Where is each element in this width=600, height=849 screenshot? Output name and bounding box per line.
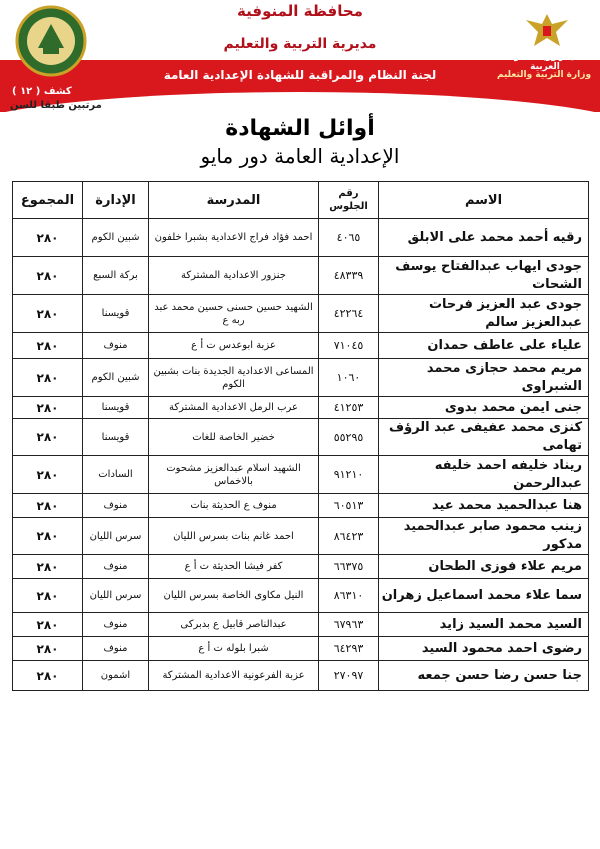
administration: اشمون: [83, 661, 149, 691]
header-total: المجموع: [13, 182, 83, 219]
administration: شبين الكوم: [83, 219, 149, 257]
table-row: [13, 555, 589, 579]
seat-number: ٨٦٣١٠: [319, 579, 379, 613]
egypt-eagle-icon: [522, 10, 572, 50]
total-score: ٢٨٠: [13, 637, 83, 661]
table-row: [13, 456, 589, 494]
total-score: ٢٨٠: [13, 661, 83, 691]
total-score: ٢٨٠: [13, 518, 83, 555]
administration: منوف: [83, 333, 149, 359]
title-line-2: الإعدادية العامة دور مايو: [200, 144, 400, 168]
table-row: [13, 637, 589, 661]
page-title: [150, 116, 450, 174]
sheet-number: كشف ( ١٢ ): [12, 86, 72, 97]
header-banner: [0, 0, 600, 112]
student-name: علياء على عاطف حمدان: [379, 333, 589, 359]
administration: قويسنا: [83, 295, 149, 333]
student-name: ريناد خليفه احمد خليفه عبدالرحمن: [379, 456, 589, 494]
total-score: ٢٨٠: [13, 257, 83, 295]
school-name: احمد غانم بنات بسرس الليان: [149, 518, 319, 555]
seat-number: ٢٧٠٩٧: [319, 661, 379, 691]
committee-name: لجنة النظام والمراقبة للشهادة الإعدادية العامة: [163, 68, 437, 82]
table-row: [13, 518, 589, 555]
school-name: الشهيد اسلام عبدالعزيز مشحوت بالاخماس: [149, 456, 319, 494]
republic-label: جمهورية مصر العربية: [514, 52, 576, 72]
table-row: [13, 333, 589, 359]
table-row: [13, 397, 589, 419]
total-score: ٢٨٠: [13, 219, 83, 257]
table-row: [13, 661, 589, 691]
table-row: [13, 295, 589, 333]
student-name: هنا عبدالحميد محمد عيد: [379, 494, 589, 518]
table-row: [13, 419, 589, 456]
administration: منوف: [83, 637, 149, 661]
student-name: جودى عبد العزيز فرحات عبدالعزيز سالم: [379, 295, 589, 333]
total-score: ٢٨٠: [13, 555, 83, 579]
student-name: جنا حسن رضا حسن جمعه: [379, 661, 589, 691]
header-name: الاسم: [379, 182, 589, 219]
governorate-name: محافظة المنوفية: [237, 2, 363, 20]
seat-number: ٤٢٢٦٤: [319, 295, 379, 333]
seat-number: ٦٦٣٧٥: [319, 555, 379, 579]
school-name: احمد فؤاد فراج الاعدادية بشبرا خلفون: [149, 219, 319, 257]
total-score: ٢٨٠: [13, 613, 83, 637]
student-name: رضوى احمد محمود السيد: [379, 637, 589, 661]
total-score: ٢٨٠: [13, 295, 83, 333]
administration: قويسنا: [83, 397, 149, 419]
student-name: رقيه أحمد محمد على الابلق: [379, 219, 589, 257]
student-name: سما علاء محمد اسماعيل زهران: [379, 579, 589, 613]
student-name: جنى ايمن محمد بدوى: [379, 397, 589, 419]
school-name: عزبة ابوعدس ت أ ع: [149, 333, 319, 359]
administration: سرس الليان: [83, 579, 149, 613]
seat-number: ٦٠٥١٣: [319, 494, 379, 518]
table-row: [13, 257, 589, 295]
table-row: [13, 219, 589, 257]
seat-number: ٤٨٣٣٩: [319, 257, 379, 295]
total-score: ٢٨٠: [13, 494, 83, 518]
administration: سرس الليان: [83, 518, 149, 555]
school-name: منوف ع الحديثة بنات: [149, 494, 319, 518]
directorate-name: مديرية التربية والتعليم: [223, 36, 377, 52]
school-name: جنزور الاعدادية المشتركة: [149, 257, 319, 295]
seat-number: ٧١٠٤٥: [319, 333, 379, 359]
administration: منوف: [83, 555, 149, 579]
school-name: عرب الرمل الاعدادية المشتركة: [149, 397, 319, 419]
school-name: النيل مكاوى الخاصة بسرس الليان: [149, 579, 319, 613]
school-name: المساعى الاعدادية الجديدة بنات بشبين الكوم: [149, 359, 319, 397]
school-name: الشهيد حسين حسنى حسين محمد عبد ربه ع: [149, 295, 319, 333]
student-name: السيد محمد السيد زايد: [379, 613, 589, 637]
seat-number: ١٠٦٠: [319, 359, 379, 397]
administration: بركة السبع: [83, 257, 149, 295]
ranking-note: مرتبين طبقا للسن: [10, 100, 102, 111]
seat-number: ٩١٢١٠: [319, 456, 379, 494]
total-score: ٢٨٠: [13, 579, 83, 613]
seat-number: ٨٦٤٢٣: [319, 518, 379, 555]
student-name: مريم علاء فوزى الطحان: [379, 555, 589, 579]
seat-number: ٤١٢٥٣: [319, 397, 379, 419]
total-score: ٢٨٠: [13, 397, 83, 419]
school-name: شبرا بلوله ت أ ع: [149, 637, 319, 661]
results-table: [12, 181, 589, 691]
administration: شبين الكوم: [83, 359, 149, 397]
header-school: المدرسة: [149, 182, 319, 219]
student-name: مريم محمد حجازى محمد الشبراوى: [379, 359, 589, 397]
header-seat: رقم الجلوس: [319, 182, 379, 219]
table-row: [13, 494, 589, 518]
seat-number: ٥٥٢٩٥: [319, 419, 379, 456]
total-score: ٢٨٠: [13, 333, 83, 359]
school-name: خضير الخاصة للغات: [149, 419, 319, 456]
header-admin: الإدارة: [83, 182, 149, 219]
school-name: عزبة الفرعونية الاعدادية المشتركة: [149, 661, 319, 691]
school-name: كفر فيشا الحديثة ت أ ع: [149, 555, 319, 579]
table-row: [13, 359, 589, 397]
table-row: [13, 613, 589, 637]
seat-number: ٤٠٦٥: [319, 219, 379, 257]
seat-number: ٦٤٢٩٣: [319, 637, 379, 661]
administration: قويسنا: [83, 419, 149, 456]
school-name: عبدالناصر قابيل ع بدبركى: [149, 613, 319, 637]
administration: منوف: [83, 613, 149, 637]
student-name: جودى ايهاب عبدالفتاح يوسف الشحات: [379, 257, 589, 295]
total-score: ٢٨٠: [13, 419, 83, 456]
title-line-1: أوائل الشهادة: [225, 116, 375, 141]
student-name: زينب محمود صابر عبدالحميد مدكور: [379, 518, 589, 555]
total-score: ٢٨٠: [13, 456, 83, 494]
table-header-row: [13, 182, 589, 219]
administration: منوف: [83, 494, 149, 518]
total-score: ٢٨٠: [13, 359, 83, 397]
seat-number: ٦٧٩٦٣: [319, 613, 379, 637]
student-name: كنزى محمد عفيفى عبد الرؤف تهامى: [379, 419, 589, 456]
table-row: [13, 579, 589, 613]
administration: السادات: [83, 456, 149, 494]
ministry-label: وزارة التربية والتعليم: [496, 70, 592, 80]
